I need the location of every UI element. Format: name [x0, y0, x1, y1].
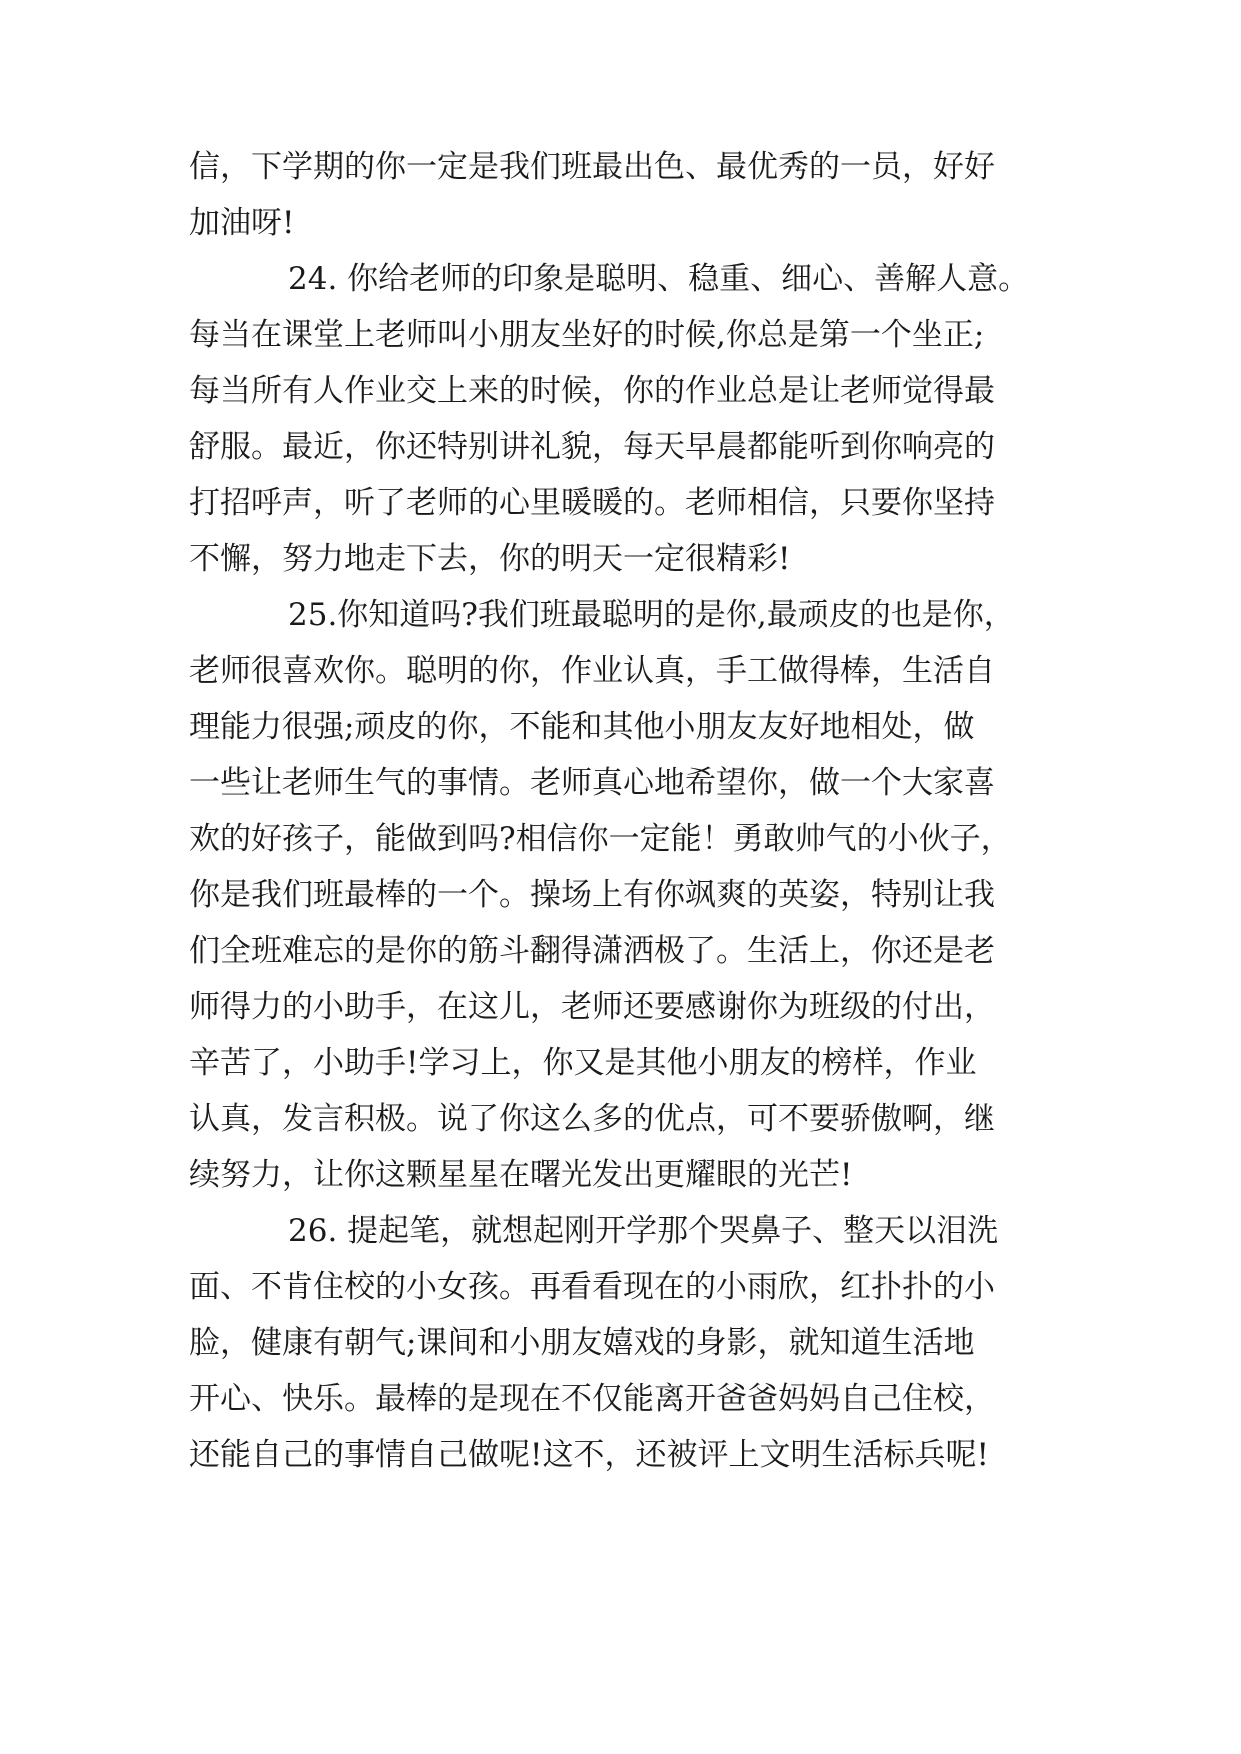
text-line: 不懈，努力地走下去，你的明天一定很精彩!	[189, 541, 791, 577]
text-line: 打招呼声，听了老师的心里暖暖的。老师相信，只要你坚持	[189, 485, 995, 521]
text-line: 辛苦了，小助手!学习上，你又是其他小朋友的榜样，作业	[189, 1045, 977, 1081]
paragraph-25-first-line: 25.你知道吗?我们班最聪明的是你,最顽皮的也是你，	[288, 597, 1015, 633]
text-line: 欢的好孩子，能做到吗?相信你一定能！勇敢帅气的小伙子，	[189, 821, 1012, 857]
text-line: 续努力，让你这颗星星在曙光发出更耀眼的光芒!	[189, 1157, 853, 1193]
text-line: 信，下学期的你一定是我们班最出色、最优秀的一员，好好	[189, 149, 995, 185]
paragraph-24-first-line: 24. 你给老师的印象是聪明、稳重、细心、善解人意。	[288, 261, 1030, 297]
text-line: 开心、快乐。最棒的是现在不仅能离开爸爸妈妈自己住校，	[189, 1381, 995, 1417]
text-line: 面、不肯住校的小女孩。再看看现在的小雨欣，红扑扑的小	[189, 1269, 995, 1305]
text-line: 们全班难忘的是你的筋斗翻得潇洒极了。生活上，你还是老	[189, 933, 995, 969]
text-line: 一些让老师生气的事情。老师真心地希望你，做一个大家喜	[189, 765, 995, 801]
text-line: 师得力的小助手，在这儿，老师还要感谢你为班级的付出，	[189, 989, 995, 1025]
paragraph-26-first-line: 26. 提起笔，就想起刚开学那个哭鼻子、整天以泪洗	[288, 1213, 999, 1249]
text-line: 老师很喜欢你。聪明的你，作业认真，手工做得棒，生活自	[189, 653, 995, 689]
text-line: 你是我们班最棒的一个。操场上有你飒爽的英姿，特别让我	[189, 877, 995, 913]
text-line: 每当在课堂上老师叫小朋友坐好的时候,你总是第一个坐正;	[189, 317, 985, 353]
text-line: 认真，发言积极。说了你这么多的优点，可不要骄傲啊，继	[189, 1101, 995, 1137]
text-line: 还能自己的事情自己做呢!这不，还被评上文明生活标兵呢!	[189, 1437, 989, 1473]
text-line: 理能力很强;顽皮的你，不能和其他小朋友友好地相处，做	[189, 709, 975, 745]
text-line: 舒服。最近，你还特别讲礼貌，每天早晨都能听到你响亮的	[189, 429, 995, 465]
text-line: 每当所有人作业交上来的时候，你的作业总是让老师觉得最	[189, 373, 995, 409]
text-line: 脸，健康有朝气;课间和小朋友嬉戏的身影，就知道生活地	[189, 1325, 975, 1361]
text-line: 加油呀!	[189, 205, 295, 241]
